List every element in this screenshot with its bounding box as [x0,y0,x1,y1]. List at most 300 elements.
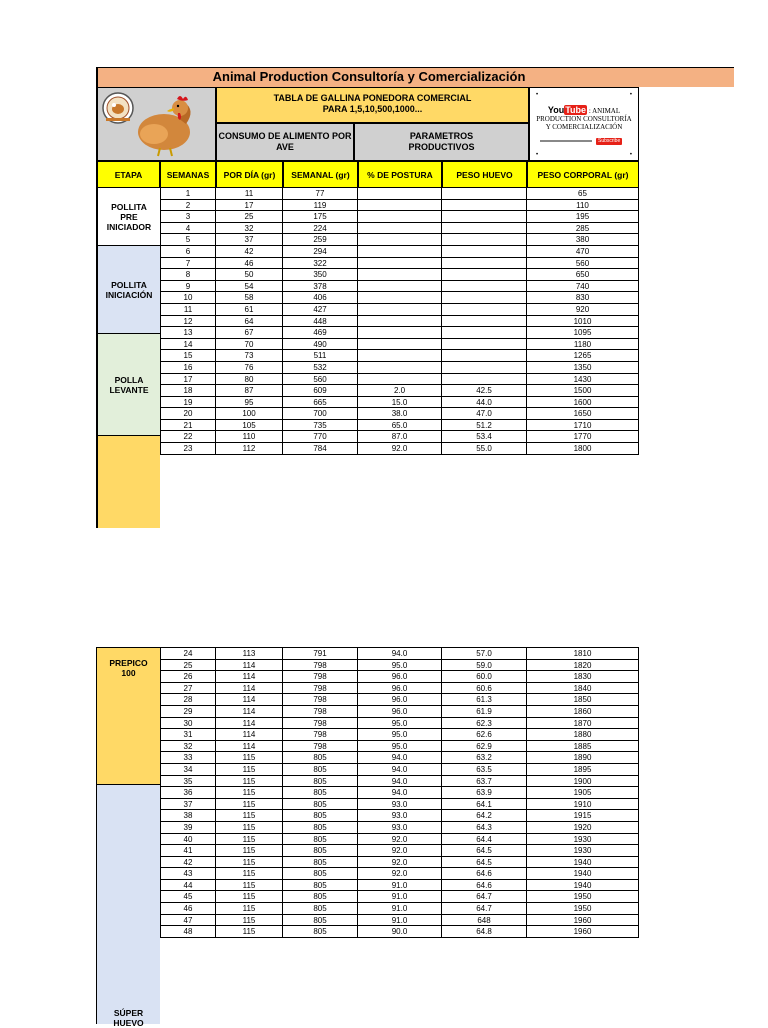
cell-peso-huevo [442,246,527,258]
cell-por-dia: 114 [216,718,283,730]
cell-peso-huevo: 63.9 [442,787,527,799]
cell-semanal: 77 [283,188,358,200]
cell-peso-huevo [442,188,527,200]
cell-peso-corporal: 1900 [527,776,639,788]
cell-postura: 92.0 [358,868,442,880]
table-title-line2: PARA 1,5,10,500,1000... [322,104,423,114]
cell-peso-huevo: 59.0 [442,660,527,672]
cell-peso-huevo: 64.5 [442,857,527,869]
cell-semanal: 175 [283,211,358,223]
table-row [160,868,639,880]
cell-semanal: 798 [283,729,358,741]
cell-semana: 21 [160,420,216,432]
cell-semana: 12 [160,316,216,328]
cell-semanal: 805 [283,891,358,903]
cell-semana: 32 [160,741,216,753]
cell-peso-corporal: 1930 [527,834,639,846]
table-row [160,420,639,432]
youtube-line2: PRODUCTION CONSULTORÍA [536,115,632,123]
table-row [160,397,639,409]
cell-postura [358,350,442,362]
stage-prepico-100: PREPICO 100 [96,647,160,785]
cell-semana: 15 [160,350,216,362]
cell-peso-corporal: 1905 [527,787,639,799]
cell-por-dia: 70 [216,339,283,351]
cell-semana: 23 [160,443,216,455]
cell-por-dia: 113 [216,648,283,660]
cell-por-dia: 115 [216,903,283,915]
cell-peso-corporal: 1095 [527,327,639,339]
cell-postura [358,362,442,374]
cell-peso-huevo: 64.4 [442,834,527,846]
cell-peso-huevo: 62.9 [442,741,527,753]
table-row [160,671,639,683]
parametros-header [354,123,529,161]
cell-peso-corporal: 1500 [527,385,639,397]
cell-peso-huevo: 648 [442,915,527,927]
cell-semana: 26 [160,671,216,683]
cell-postura: 94.0 [358,787,442,799]
cell-por-dia: 46 [216,258,283,270]
youtube-channel-text [530,106,638,131]
table-row [160,787,639,799]
cell-postura: 95.0 [358,660,442,672]
cell-semana: 34 [160,764,216,776]
cell-postura: 92.0 [358,857,442,869]
cell-peso-huevo: 64.6 [442,880,527,892]
cell-peso-corporal: 1710 [527,420,639,432]
company-logo-icon [98,88,214,158]
cell-semana: 37 [160,799,216,811]
cell-peso-huevo [442,281,527,293]
col-peso-huevo: PESO HUEVO [442,161,527,188]
cell-peso-corporal: 1890 [527,752,639,764]
cell-semanal: 294 [283,246,358,258]
cell-peso-corporal: 1880 [527,729,639,741]
cell-postura [358,223,442,235]
cell-peso-corporal: 1940 [527,857,639,869]
cell-semana: 1 [160,188,216,200]
table-row [160,269,639,281]
cell-postura: 95.0 [358,718,442,730]
cell-postura [358,339,442,351]
cell-peso-huevo: 64.6 [442,868,527,880]
cell-peso-corporal: 1885 [527,741,639,753]
cell-peso-corporal: 1180 [527,339,639,351]
cell-semana: 36 [160,787,216,799]
table-row [160,234,639,246]
cell-postura: 2.0 [358,385,442,397]
cell-semanal: 119 [283,200,358,212]
cell-por-dia: 115 [216,764,283,776]
cell-peso-corporal: 380 [527,234,639,246]
cell-semanal: 770 [283,431,358,443]
col-postura: % DE POSTURA [358,161,442,188]
cell-peso-huevo [442,327,527,339]
cell-por-dia: 114 [216,706,283,718]
cell-peso-huevo: 47.0 [442,408,527,420]
cell-por-dia: 64 [216,316,283,328]
cell-peso-corporal: 1600 [527,397,639,409]
cell-peso-corporal: 1920 [527,822,639,834]
cell-peso-huevo [442,362,527,374]
cell-por-dia: 95 [216,397,283,409]
cell-peso-huevo [442,374,527,386]
cell-por-dia: 114 [216,741,283,753]
cell-semanal: 805 [283,903,358,915]
col-semanas: SEMANAS [160,161,216,188]
cell-peso-corporal: 1830 [527,671,639,683]
table-row [160,200,639,212]
stage-polla-levante: POLLA LEVANTE [96,334,160,436]
cell-semana: 24 [160,648,216,660]
cell-peso-corporal: 1650 [527,408,639,420]
cell-postura: 96.0 [358,706,442,718]
cell-semana: 40 [160,834,216,846]
cell-por-dia: 115 [216,926,283,938]
cell-postura: 94.0 [358,776,442,788]
table-row [160,327,639,339]
col-por-dia: POR DÍA (gr) [216,161,283,188]
table-row [160,845,639,857]
cell-por-dia: 115 [216,845,283,857]
cell-por-dia: 11 [216,188,283,200]
cell-peso-huevo: 61.9 [442,706,527,718]
cell-postura [358,292,442,304]
cell-semanal: 805 [283,810,358,822]
cell-semanal: 805 [283,868,358,880]
cell-peso-huevo: 63.7 [442,776,527,788]
cell-postura [358,258,442,270]
cell-por-dia: 32 [216,223,283,235]
cell-semanal: 805 [283,776,358,788]
cell-semana: 2 [160,200,216,212]
cell-semana: 16 [160,362,216,374]
cell-postura: 93.0 [358,799,442,811]
cell-semanal: 224 [283,223,358,235]
cell-por-dia: 67 [216,327,283,339]
cell-postura: 91.0 [358,915,442,927]
page-title: Animal Production Consultoría y Comercialización [212,69,526,84]
cell-semana: 5 [160,234,216,246]
table-row [160,258,639,270]
table-row [160,211,639,223]
cell-postura: 93.0 [358,810,442,822]
table-row [160,822,639,834]
cell-postura: 95.0 [358,741,442,753]
table-section-1 [160,188,639,455]
cell-peso-huevo [442,234,527,246]
cell-peso-corporal: 740 [527,281,639,293]
cell-postura: 92.0 [358,834,442,846]
cell-peso-huevo: 55.0 [442,443,527,455]
cell-por-dia: 114 [216,729,283,741]
cell-semana: 33 [160,752,216,764]
cell-por-dia: 110 [216,431,283,443]
cell-semana: 22 [160,431,216,443]
cell-peso-huevo: 64.3 [442,822,527,834]
cell-semana: 31 [160,729,216,741]
table-row [160,443,639,455]
cell-peso-corporal: 1950 [527,891,639,903]
cell-peso-corporal: 1265 [527,350,639,362]
cell-por-dia: 114 [216,683,283,695]
cell-por-dia: 115 [216,857,283,869]
cell-por-dia: 115 [216,810,283,822]
table-row [160,857,639,869]
cell-por-dia: 115 [216,787,283,799]
cell-semana: 25 [160,660,216,672]
cell-semanal: 511 [283,350,358,362]
cell-peso-corporal: 1930 [527,845,639,857]
cell-por-dia: 115 [216,868,283,880]
cell-peso-corporal: 65 [527,188,639,200]
table-row [160,915,639,927]
cell-peso-huevo [442,350,527,362]
cell-semana: 19 [160,397,216,409]
cell-semana: 48 [160,926,216,938]
cell-peso-huevo: 53.4 [442,431,527,443]
cell-por-dia: 100 [216,408,283,420]
cell-peso-corporal: 1810 [527,648,639,660]
cell-semanal: 665 [283,397,358,409]
cell-semanal: 805 [283,752,358,764]
hen-icon [138,96,191,156]
cell-peso-huevo [442,292,527,304]
logo-cell [96,87,216,161]
cell-semanal: 805 [283,764,358,776]
cell-por-dia: 112 [216,443,283,455]
table-row [160,188,639,200]
table-row [160,374,639,386]
table-row [160,362,639,374]
cell-postura [358,327,442,339]
cell-semana: 45 [160,891,216,903]
cell-peso-huevo: 42.5 [442,385,527,397]
cell-semanal: 791 [283,648,358,660]
cell-semanal: 805 [283,915,358,927]
cell-postura: 91.0 [358,891,442,903]
cell-peso-huevo [442,339,527,351]
cell-semana: 20 [160,408,216,420]
cell-semana: 17 [160,374,216,386]
youtube-line3: Y COMERCIALIZACIÓN [545,123,623,131]
cell-peso-corporal: 1960 [527,926,639,938]
table-row [160,903,639,915]
cell-peso-corporal: 1915 [527,810,639,822]
cell-semanal: 700 [283,408,358,420]
cell-semana: 42 [160,857,216,869]
cell-semanal: 532 [283,362,358,374]
subscribe-button: Subscribe [598,138,621,144]
cell-semana: 46 [160,903,216,915]
cell-postura: 90.0 [358,926,442,938]
cell-por-dia: 54 [216,281,283,293]
cell-peso-corporal: 1870 [527,718,639,730]
table-row [160,776,639,788]
cell-postura: 93.0 [358,822,442,834]
table-row [160,706,639,718]
cell-postura: 65.0 [358,420,442,432]
cell-por-dia: 115 [216,891,283,903]
cell-peso-huevo: 64.8 [442,926,527,938]
table-row [160,316,639,328]
cell-peso-corporal: 1770 [527,431,639,443]
cell-postura: 87.0 [358,431,442,443]
cell-postura [358,374,442,386]
cell-semanal: 805 [283,845,358,857]
table-row [160,799,639,811]
cell-semana: 29 [160,706,216,718]
cell-peso-corporal: 830 [527,292,639,304]
cell-por-dia: 17 [216,200,283,212]
cell-semana: 3 [160,211,216,223]
cell-postura [358,246,442,258]
youtube-logo-icon: YouTube [547,105,587,115]
cell-semana: 38 [160,810,216,822]
table-title [216,87,529,123]
table-row [160,891,639,903]
cell-postura: 91.0 [358,903,442,915]
table-row [160,246,639,258]
table-row [160,834,639,846]
cell-peso-corporal: 1800 [527,443,639,455]
table-row [160,694,639,706]
cell-peso-huevo: 64.2 [442,810,527,822]
cell-semana: 4 [160,223,216,235]
cell-peso-huevo: 44.0 [442,397,527,409]
stage-prepico-continued [96,436,160,528]
cell-por-dia: 115 [216,880,283,892]
table-section-2 [160,647,639,938]
table-title-line1: TABLA DE GALLINA PONEDORA COMERCIAL [273,93,472,103]
table-row [160,223,639,235]
cell-por-dia: 58 [216,292,283,304]
table-row [160,752,639,764]
cell-semanal: 798 [283,741,358,753]
cell-semanal: 805 [283,787,358,799]
cell-semanal: 798 [283,706,358,718]
cell-por-dia: 115 [216,776,283,788]
cell-postura [358,234,442,246]
cell-semana: 18 [160,385,216,397]
cell-por-dia: 73 [216,350,283,362]
cell-peso-huevo: 60.0 [442,671,527,683]
cell-postura: 38.0 [358,408,442,420]
cell-por-dia: 114 [216,671,283,683]
cell-semana: 41 [160,845,216,857]
cell-semana: 10 [160,292,216,304]
cell-semanal: 350 [283,269,358,281]
cell-peso-huevo: 64.5 [442,845,527,857]
cell-peso-corporal: 1350 [527,362,639,374]
cell-por-dia: 25 [216,211,283,223]
cell-semana: 14 [160,339,216,351]
cell-semana: 6 [160,246,216,258]
cell-peso-huevo: 63.2 [442,752,527,764]
cell-semanal: 798 [283,718,358,730]
table-row [160,729,639,741]
cell-semana: 47 [160,915,216,927]
table-row [160,385,639,397]
cell-peso-corporal: 1960 [527,915,639,927]
cell-por-dia: 105 [216,420,283,432]
cell-por-dia: 37 [216,234,283,246]
cell-semana: 39 [160,822,216,834]
cell-por-dia: 42 [216,246,283,258]
cell-semanal: 784 [283,443,358,455]
table-row [160,339,639,351]
cell-peso-corporal: 1010 [527,316,639,328]
cell-semana: 28 [160,694,216,706]
cell-semanal: 378 [283,281,358,293]
youtube-line1: : ANIMAL [588,107,621,115]
cell-semana: 44 [160,880,216,892]
cell-semanal: 609 [283,385,358,397]
cell-por-dia: 76 [216,362,283,374]
cell-postura: 92.0 [358,845,442,857]
cell-postura: 96.0 [358,683,442,695]
stage-pollita-iniciacion: POLLITA INICIACIÓN [96,246,160,334]
table-row [160,741,639,753]
cell-semana: 11 [160,304,216,316]
cell-semanal: 805 [283,834,358,846]
cell-por-dia: 87 [216,385,283,397]
cell-postura [358,316,442,328]
cell-por-dia: 61 [216,304,283,316]
table-row [160,648,639,660]
cell-semanal: 427 [283,304,358,316]
cell-por-dia: 115 [216,752,283,764]
cell-por-dia: 80 [216,374,283,386]
table-row [160,408,639,420]
cell-peso-huevo: 60.6 [442,683,527,695]
cell-semana: 35 [160,776,216,788]
cell-peso-huevo: 57.0 [442,648,527,660]
cell-postura [358,281,442,293]
cell-peso-corporal: 1910 [527,799,639,811]
cell-semanal: 805 [283,880,358,892]
cell-postura: 91.0 [358,880,442,892]
cell-postura: 94.0 [358,764,442,776]
cell-peso-huevo: 64.1 [442,799,527,811]
cell-peso-corporal: 1430 [527,374,639,386]
cell-peso-huevo: 62.6 [442,729,527,741]
table-row [160,810,639,822]
cell-peso-huevo: 61.3 [442,694,527,706]
cell-peso-huevo: 62.3 [442,718,527,730]
cell-peso-corporal: 1940 [527,868,639,880]
cell-semanal: 490 [283,339,358,351]
stage-super-huevo: SÚPER HUEVO [96,785,160,1024]
cell-semanal: 805 [283,799,358,811]
cell-postura [358,200,442,212]
cell-por-dia: 115 [216,915,283,927]
cell-semana: 30 [160,718,216,730]
parametros-label-line2: PRODUCTIVOS [408,142,475,152]
cell-semanal: 735 [283,420,358,432]
cell-peso-corporal: 1895 [527,764,639,776]
table-row [160,281,639,293]
table-row [160,660,639,672]
cell-peso-huevo [442,200,527,212]
col-peso-corporal: PESO CORPORAL (gr) [527,161,639,188]
table-row [160,926,639,938]
table-row [160,292,639,304]
cell-peso-corporal: 560 [527,258,639,270]
cell-semana: 13 [160,327,216,339]
cell-semanal: 798 [283,683,358,695]
